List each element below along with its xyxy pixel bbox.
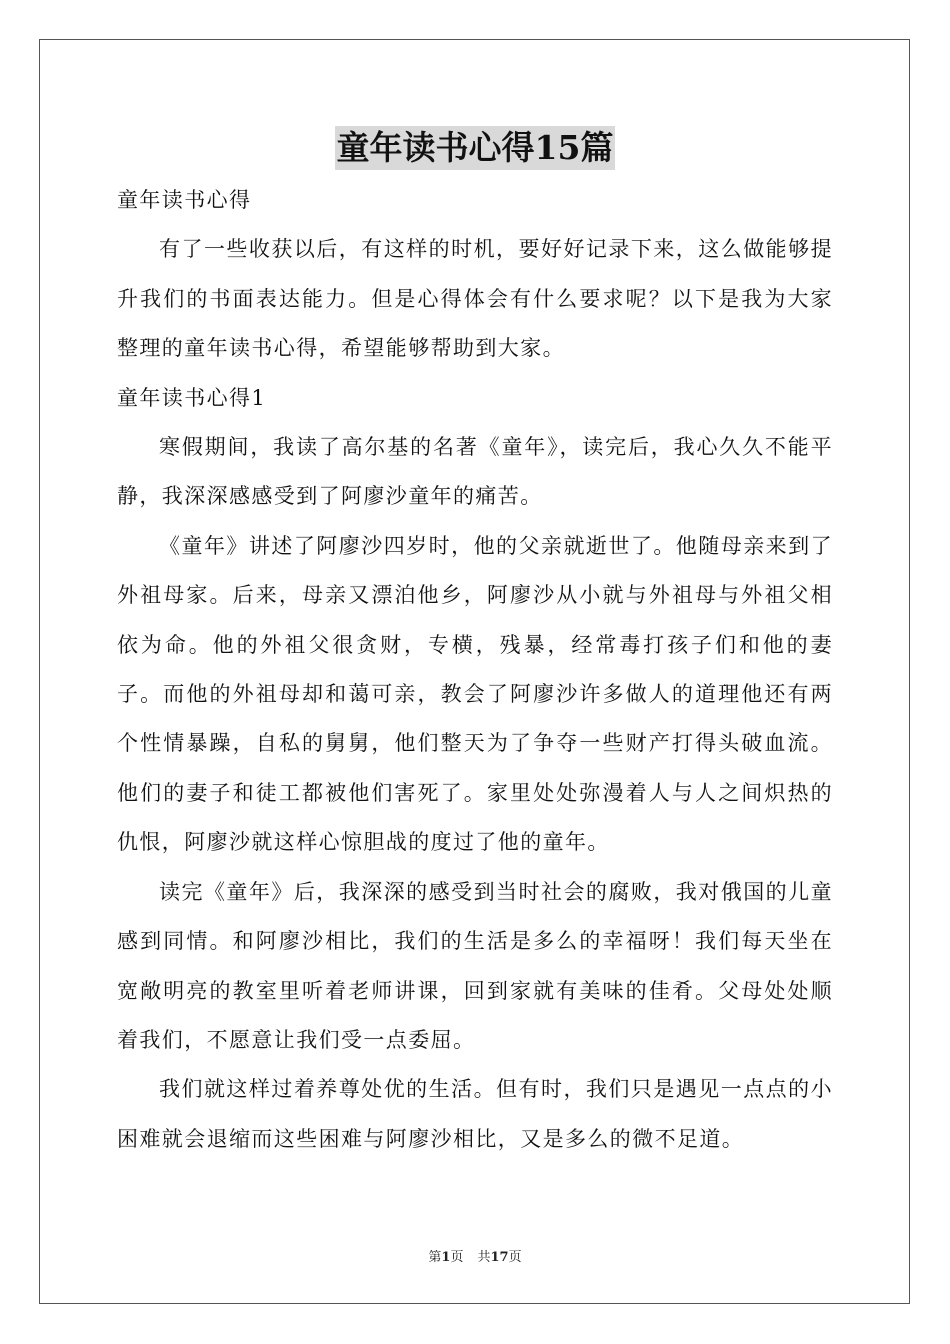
paragraph-3: 读完《童年》后，我深深的感受到当时社会的腐败，我对俄国的儿童感到同情。和阿廖沙相比，我们的生活是多么的幸福呀！我们每天坐在宽敞明亮的教室里听着老师讲课，回到家就有美味的佳肴。父母处处顺着我们，不愿意让我们受一点委屈。 [117,879,833,1052]
section-heading-1: 童年读书心得1 [117,385,267,410]
document-body [117,176,833,1164]
total-pages-number: 17 [490,1250,509,1265]
current-page-number: 1 [441,1250,451,1265]
page-label-suffix: 页 [450,1250,464,1265]
intro-paragraph: 有了一些收获以后，有这样的时机，要好好记录下来，这么做能够提升我们的书面表达能力。但是心得体会有什么要求呢？以下是我为大家整理的童年读书心得，希望能够帮助到大家。 [117,237,833,361]
total-label-prefix: 共 [477,1250,491,1265]
title-container [0,126,950,170]
paragraph-2: 《童年》讲述了阿廖沙四岁时，他的父亲就逝世了。他随母亲来到了外祖母家。后来，母亲又漂泊他乡，阿廖沙从小就与外祖母与外祖父相依为命。他的外祖父很贪财，专横，残暴，经常毒打孩子们和他的妻子。而他的外祖母却和蔼可亲，教会了阿廖沙许多做人的道理他还有两个性情暴躁，自私的舅舅，他们整天为了争夺一些财产打得头破血流。他们的妻子和徒工都被他们害死了。家里处处弥漫着人与人之间炽热的仇恨，阿廖沙就这样心惊胆战的度过了他的童年。 [117,533,833,855]
paragraph-1: 寒假期间，我读了高尔基的名著《童年》，读完后，我心久久不能平静，我深深感感受到了阿廖沙童年的痛苦。 [117,435,833,509]
paragraph-4: 我们就这样过着养尊处优的生活。但有时，我们只是遇见一点点的小困难就会退缩而这些困难与阿廖沙相比，又是多么的微不足道。 [117,1077,833,1151]
document-title: 童年读书心得15篇 [335,126,616,170]
total-label-suffix: 页 [508,1250,522,1265]
page-label-prefix: 第 [428,1250,442,1265]
intro-heading: 童年读书心得 [117,188,252,212]
page-footer [0,1249,950,1267]
